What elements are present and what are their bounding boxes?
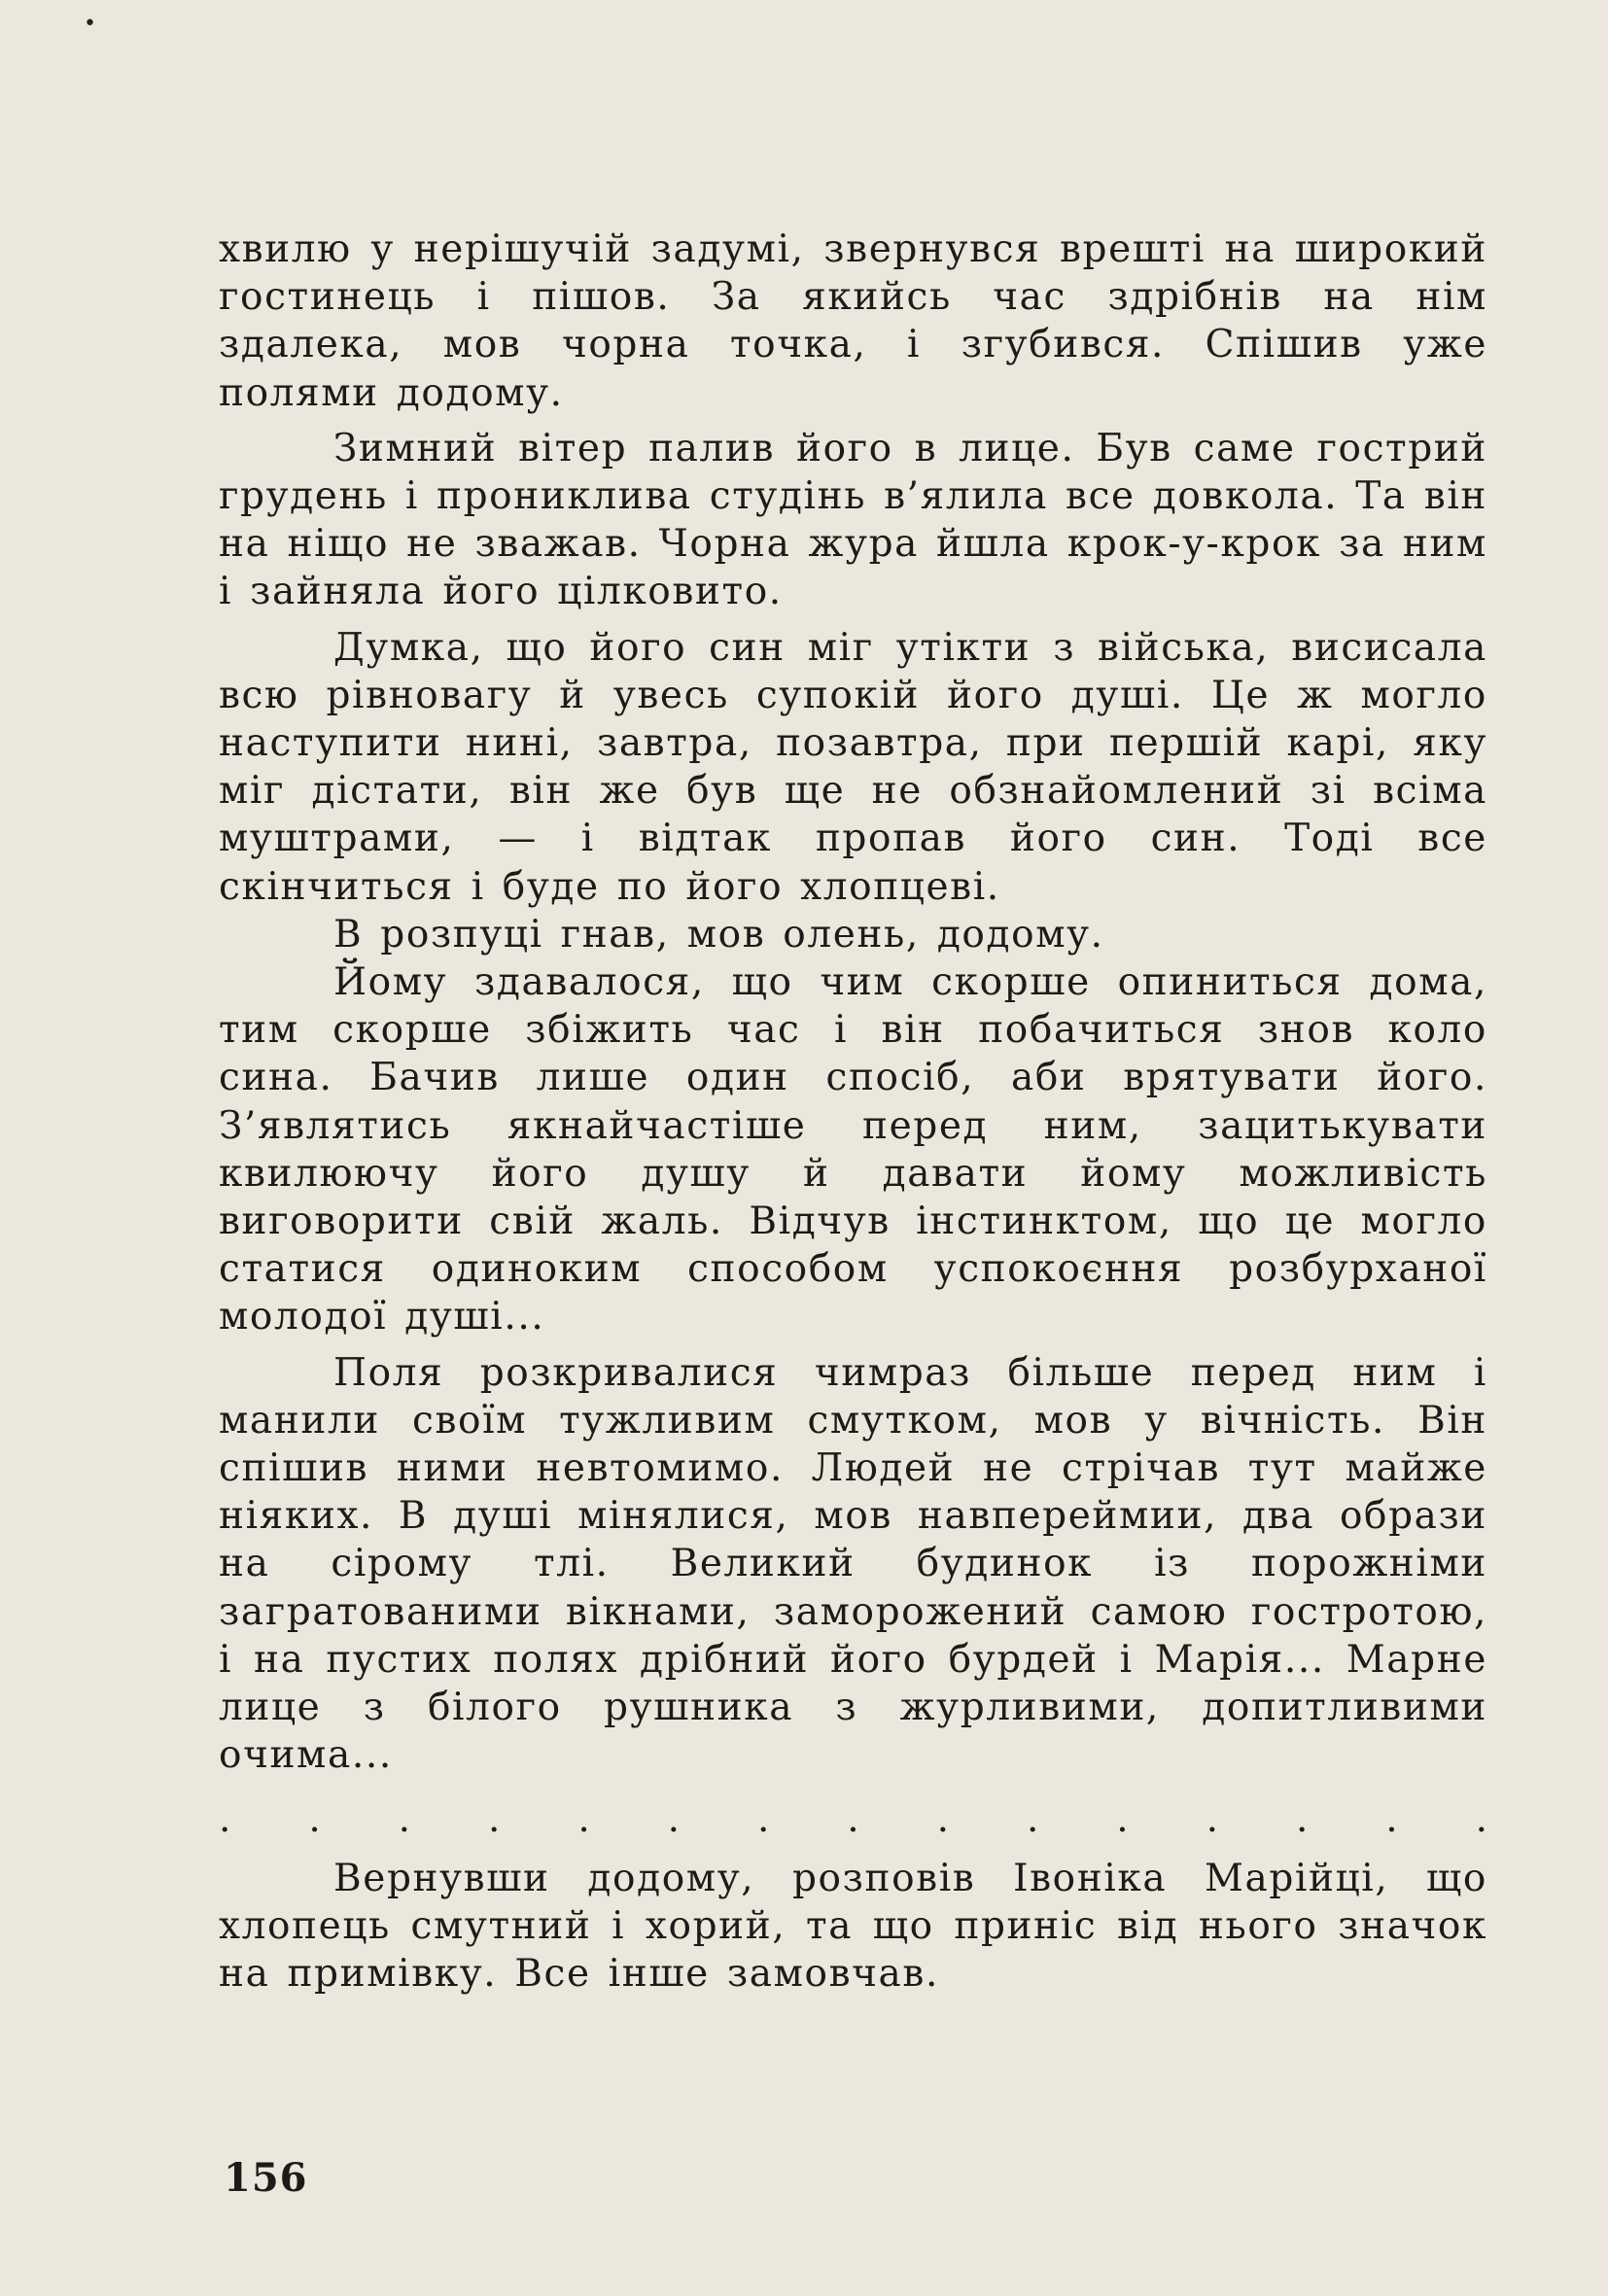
paragraph-4: В розпуці гнав, мов олень, додому. [333, 912, 1104, 957]
separator-dot: . [487, 1796, 501, 1841]
page-number: 156 [224, 2155, 308, 2201]
separator-dot: . [1385, 1796, 1398, 1841]
separator-dot: . [1475, 1796, 1487, 1841]
separator-dot: . [1116, 1796, 1129, 1841]
separator-dot: . [1026, 1796, 1039, 1841]
separator-dot: . [756, 1796, 770, 1841]
separator-dot: . [1206, 1796, 1219, 1841]
separator-dot: . [847, 1796, 859, 1841]
corner-mark: • [84, 12, 96, 36]
separator-dot: . [577, 1796, 590, 1841]
paragraph-3: Думка, що його син міг утікти з війська, висисала всю рівновагу й увесь супокій його душі. Це ж могло наступити нині, завтра, позавтра, при першій карі, яку міг дістати, він же був ще не обзнайомлений зі всіма муштрами, — і відтак пропав його син. Тоді все скінчиться і буде по його хлопцеві. [219, 625, 1487, 909]
paragraph-6: Поля розкривалися чимраз більше перед ним і манили своїм тужливим смутком, мов у вічність. Він спішив ними невтомимо. Людей не стрічав тут майже ніяких. В душі мінялися, мов навпереймии, два образи на сірому тлі. Великий будинок із порожніми загратованими вікнами, заморожений самою гостротою, і на пустих полях дрібний його бурдей і Марія... Марне лице з білого рушника з журливими, допитливими очима... [219, 1350, 1487, 1778]
separator-dot: . [667, 1796, 681, 1841]
separator-dot: . [1295, 1796, 1309, 1841]
paragraph-2: Зимний вітер палив його в лице. Був саме гострий грудень і прониклива студінь в’ялила все довкола. Та він на ніщо не зважав. Чорна жура йшла крок-у-крок за ним і зайняла його цілковито. [219, 426, 1487, 614]
separator-dot: . [936, 1796, 950, 1841]
paragraph-5: Йому здавалося, що чим скорше опиниться дома, тим скорше збіжить час і він побачиться знов коло сина. Бачив лише один спосіб, аби врятувати його. З’являтись якнайчастіше перед ним, зацитькувати квилюючу його душу й давати йому можливість виговорити свій жаль. Відчув інстинктом, що це могло статися одиноким способом успокоєння розбурханої молодої душі... [219, 960, 1487, 1339]
separator-dot: . [398, 1796, 411, 1841]
section-separator [219, 1795, 1487, 1843]
body-text [219, 226, 1487, 1998]
paragraph-7: Вернувши додому, розповів Івоніка Марійці, що хлопець смутний і хорий, та що приніс від нього значок на примівку. Все інше замовчав. [219, 1856, 1487, 1996]
separator-dot: . [308, 1796, 321, 1841]
paragraph-1: хвилю у нерішучій задумі, звернувся врешті на широкий гостинець і пішов. За якийсь час здрібнів на нім здалека, мов чорна точка, і згубився. Спішив уже полями додому. [219, 227, 1487, 415]
separator-dot: . [219, 1796, 231, 1841]
